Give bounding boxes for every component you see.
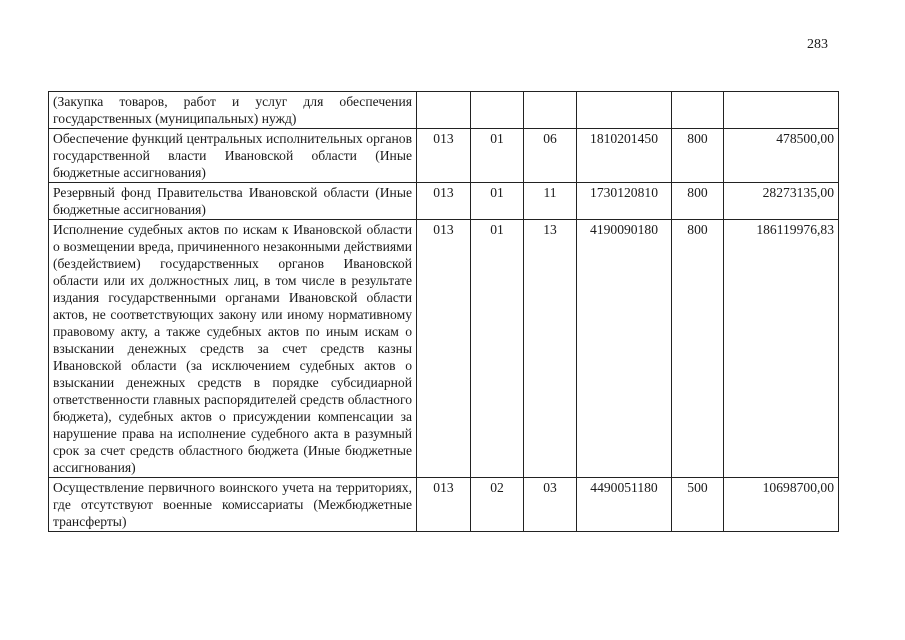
ministry-code: 013: [417, 220, 471, 478]
target-article-code: 1730120810: [577, 183, 672, 220]
amount-value: 28273135,00: [724, 183, 839, 220]
section-code: 01: [471, 183, 524, 220]
table-row: [49, 92, 839, 129]
expense-type-code: 500: [672, 478, 724, 532]
section-code: 01: [471, 129, 524, 183]
subsection-code: 03: [524, 478, 577, 532]
target-article-code: [577, 92, 672, 129]
table-row: [49, 129, 839, 183]
expense-description: (Закупка товаров, работ и услуг для обеспечения государственных (муниципальных) нужд): [49, 92, 417, 129]
subsection-code: 13: [524, 220, 577, 478]
expense-description: Обеспечение функций центральных исполнительных органов государственной власти Ивановской области (Иные бюджетные ассигнования): [49, 129, 417, 183]
amount-value: 10698700,00: [724, 478, 839, 532]
ministry-code: [417, 92, 471, 129]
table-row: [49, 478, 839, 532]
expense-description: Резервный фонд Правительства Ивановской области (Иные бюджетные ассигнования): [49, 183, 417, 220]
amount-value: 186119976,83: [724, 220, 839, 478]
amount-value: [724, 92, 839, 129]
expense-type-code: 800: [672, 129, 724, 183]
page-number: 283: [807, 37, 828, 52]
expense-description: Исполнение судебных актов по искам к Ивановской области о возмещении вреда, причиненного незаконными действиями (бездействием) государственных органов Ивановской области или их должностных лиц, в том числе в результате издания государственными органами Ивановской области актов, не соответствующих закону или иному нормативному правовому акту, а также судебных актов по иным искам о взыскании денежных средств за счет средств казны Ивановской области (за исключением судебных актов о взыскании денежных средств в порядке субсидиарной ответственности главных распорядителей средств областного бюджета), судебных актов о присуждении компенсации за нарушение права на исполнение судебного акта в разумный срок за счет средств областного бюджета (Иные бюджетные ассигнования): [49, 220, 417, 478]
expense-description: Осуществление первичного воинского учета на территориях, где отсутствуют военные комиссариаты (Межбюджетные трансферты): [49, 478, 417, 532]
ministry-code: 013: [417, 129, 471, 183]
section-code: 01: [471, 220, 524, 478]
subsection-code: 11: [524, 183, 577, 220]
amount-value: 478500,00: [724, 129, 839, 183]
target-article-code: 4490051180: [577, 478, 672, 532]
target-article-code: 4190090180: [577, 220, 672, 478]
expense-type-code: 800: [672, 220, 724, 478]
table-row: [49, 220, 839, 478]
subsection-code: [524, 92, 577, 129]
table-row: [49, 183, 839, 220]
budget-table: [48, 91, 839, 532]
ministry-code: 013: [417, 478, 471, 532]
section-code: 02: [471, 478, 524, 532]
section-code: [471, 92, 524, 129]
expense-type-code: 800: [672, 183, 724, 220]
ministry-code: 013: [417, 183, 471, 220]
target-article-code: 1810201450: [577, 129, 672, 183]
expense-type-code: [672, 92, 724, 129]
subsection-code: 06: [524, 129, 577, 183]
